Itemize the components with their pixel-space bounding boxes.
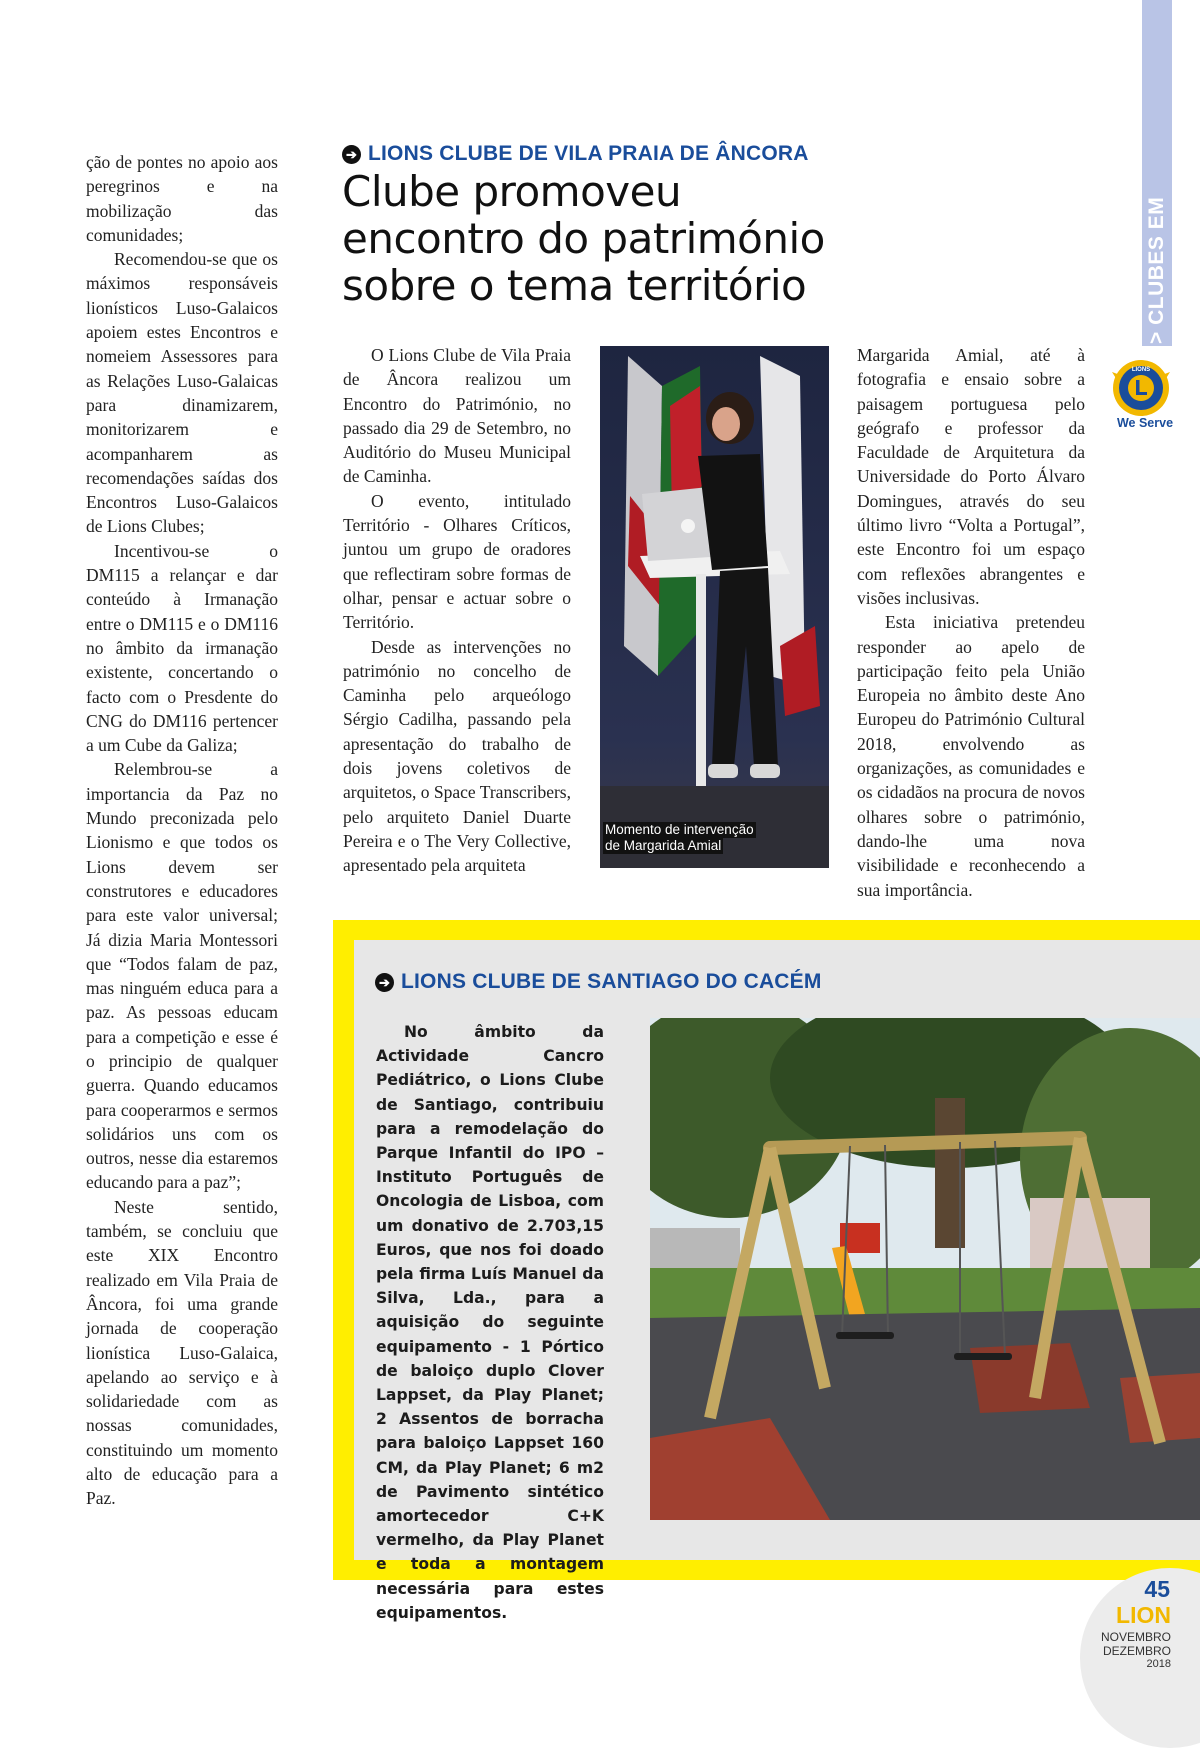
paragraph: O Lions Clube de Vila Praia de Âncora realizou um Encontro do Património, no passado dia 29 de Setembro, no Auditório do Museu Municipal de Caminha.: [343, 345, 571, 487]
article1-kicker: [342, 142, 809, 166]
headline-line: sobre o tema território: [342, 261, 807, 310]
magazine-name: LION: [1116, 1602, 1171, 1628]
headline-line: encontro do património: [342, 214, 825, 263]
paragraph: Desde as intervenções no património no concelho de Caminha pelo arqueólogo Sérgio Cadilha, passando pela apresentação do trabalho de dois jovens coletivos de arquitetos, o Space Transcribers, pelo arquiteto Daniel Duarte Pereira e o The Very Collective, apresentado pela arquiteta: [343, 636, 571, 876]
paragraph: Esta iniciativa pretendeu responder ao apelo de participação feito pela União Europeia no âmbito deste Ano Europeu do Património Cultural 2018, envolvendo as organizações, as comunidades e os cidadãos na procura de novos olhares sobre o património, dando-lhe uma nova visibilidade e reconhecendo a sua importância.: [857, 612, 1085, 900]
paragraph: Relembrou-se a importancia da Paz no Mundo preconizada pelo Lionismo e que todos os Lions devem ser construtores e educadores para este valor universal; Já dizia Maria Montessori que “Todos falam de paz, mas ninguém educa para a paz. As pessoas educam para a competição e esse é o principio de qualquer guerra. Quando educamos para cooperarmos e sermos solidários uns com os outros, nesse dia estaremos educando para a paz”;: [86, 759, 278, 1193]
photo-caption: [603, 822, 756, 854]
article1-column-right: [857, 343, 1085, 902]
arrow-bullet-icon: ➔: [342, 145, 361, 164]
speaker-photo: [600, 346, 829, 868]
article1-headline: [342, 168, 862, 309]
article2-kicker: [375, 970, 822, 994]
we-serve-tagline: We Serve: [1116, 416, 1174, 430]
lions-logo: [1109, 358, 1173, 418]
page-number: 45: [1144, 1576, 1170, 1602]
article1-column-left: [343, 343, 571, 878]
issue-months: [1090, 1630, 1171, 1658]
issue-year: 2018: [1146, 1658, 1171, 1670]
section-tab-label: > CLUBES EM AÇÃO: [1145, 196, 1198, 344]
paragraph: Recomendou-se que os máximos responsáveis lionísticos Luso-Galaicos apoiem estes Encontros e nomeiem Assessores para as Relações Luso-Galaicas para dinamizarem, monitorizarem e acompanharem as recomendações saídas dos Encontros Luso-Galaicos de Lions Clubes;: [86, 249, 278, 537]
paragraph: ção de pontes no apoio aos peregrinos e na mobilização das comunidades;: [86, 152, 278, 245]
caption-line: Momento de intervenção: [605, 822, 754, 837]
issue-month: NOVEMBRO: [1100, 1630, 1171, 1644]
arrow-bullet-icon: ➔: [375, 973, 394, 992]
article2-kicker-text: LIONS CLUBE DE SANTIAGO DO CACÉM: [401, 970, 822, 993]
issue-month: DEZEMBRO: [1102, 1644, 1171, 1658]
logo-wordmark: LIONS: [1131, 367, 1151, 373]
caption-line: de Margarida Amial: [605, 838, 722, 853]
paragraph: Margarida Amial, até à fotografia e ensaio sobre a paisagem portuguesa pelo geógrafo e professor da Faculdade de Arquitetura da Universidade do Porto Álvaro Domingues, através do seu último livro “Volta a Portugal”, este Encontro foi um espaço com reflexões abrangentes e visões inclusivas.: [857, 345, 1085, 608]
continued-article-column: [86, 150, 278, 1511]
headline-line: Clube promoveu: [342, 167, 682, 216]
paragraph: Incentivou-se o DM115 a relançar e dar conteúdo à Irmanação entre o DM115 e o DM116 no âmbito da irmanação existente, concertando o facto com o Presdente do CNG do DM116 pertencer a um Cube da Galiza;: [86, 540, 278, 756]
paragraph: Neste sentido, também, se concluiu que este XIX Encontro realizado em Vila Praia de Âncora, foi uma grande jornada de cooperação lionística Luso-Galaica, apelando ao serviço e à solidariedade com as nossas comunidades, constituindo um momento alto de educação para a Paz.: [86, 1196, 278, 1509]
article2-body: No âmbito da Actividade Cancro Pediátrico, o Lions Clube de Santiago, contribuiu para a remodelação do Parque Infantil do IPO – Instituto Português de Oncologia de Lisboa, com um donativo de 2.703,15 Euros, que nos foi doado pela firma Luís Manuel da Silva, Lda., para a aquisição do seguinte equipamento - 1 Pórtico de baloiço duplo Clover Lappset, da Play Planet; 2 Assentos de borracha para baloiço Lappset 160 CM, da Play Planet; 6 m2 de Pavimento sintético amortecedor C+K vermelho, da Play Planet e toda a montagem necessária para estes equipamentos.: [376, 1023, 604, 1622]
article1-kicker-text: LIONS CLUBE DE VILA PRAIA DE ÂNCORA: [368, 142, 809, 165]
playground-swing-photo: [650, 1018, 1200, 1520]
paragraph: O evento, intitulado Território - Olhares Críticos, juntou um grupo de oradores que reflectiram sobre formas de olhar, pensar e actuar sobre o Território.: [343, 490, 571, 633]
